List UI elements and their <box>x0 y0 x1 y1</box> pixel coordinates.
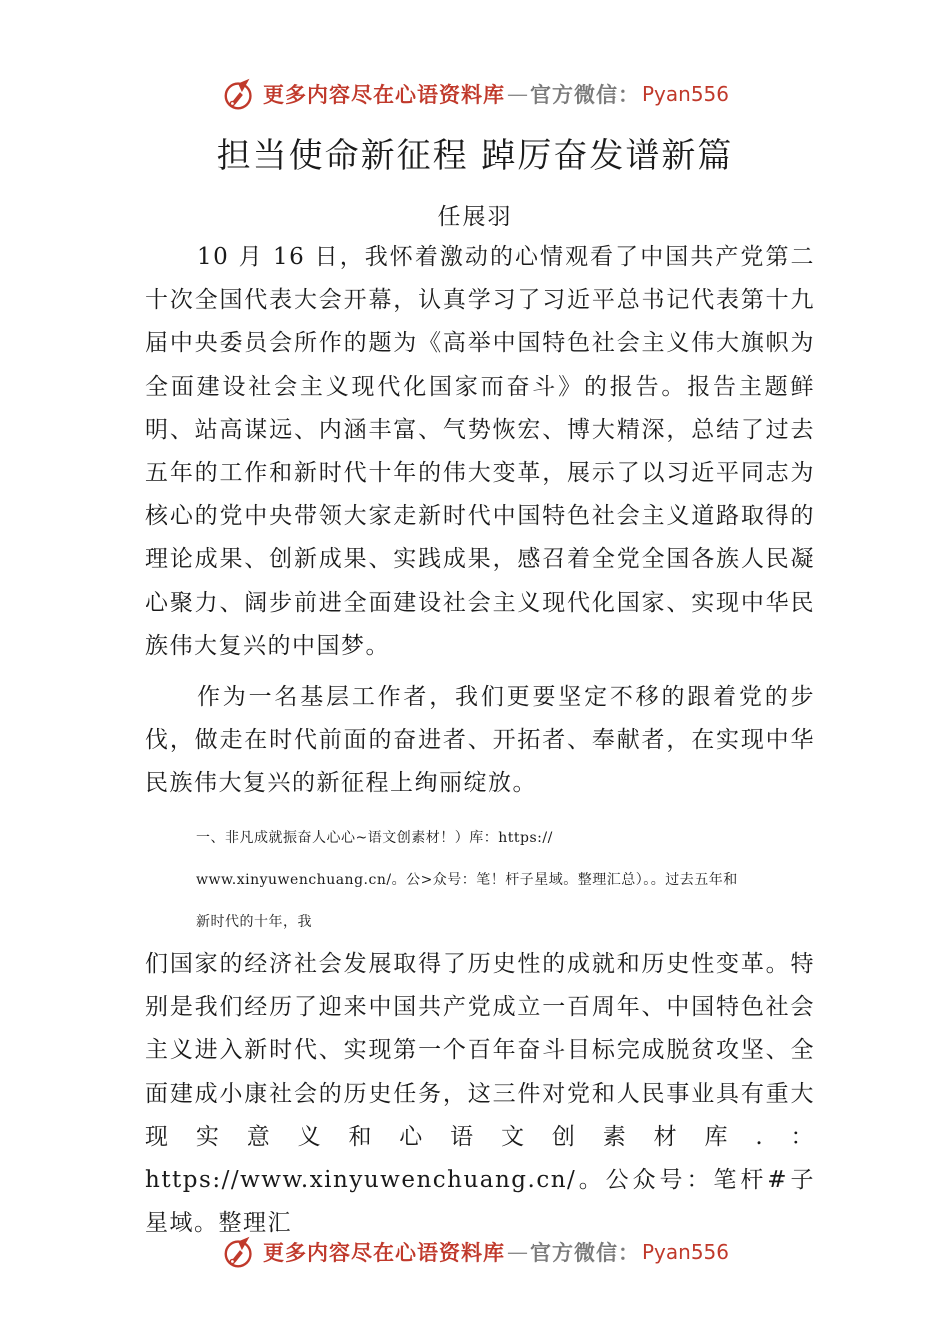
small-print-line-3: 新时代的十年，我 <box>196 914 312 930</box>
pen-logo-icon <box>221 75 259 113</box>
banner-dash: — <box>506 1240 528 1264</box>
document-title: 担当使命新征程 踔厉奋发谱新篇 <box>216 136 734 176</box>
pen-logo-icon <box>221 1233 259 1271</box>
banner-official-label: 官方微信： <box>529 82 640 107</box>
paragraph-4: 们国家的经济社会发展取得了历史性的成就和历史性变革。特别是我们经历了迎来中国共产党成立一百周年、中国特色社会主义进入新时代、实现第一个百年奋斗目标完成脱贫攻坚、全面建成小康社会的历史任务，这三件对党和人民事业具有重大现实意义和心语文创素材库.：https://www.xinyuwenchuang.cn/。公众号：笔杆#子星域。整理汇 <box>145 951 815 1237</box>
header-banner <box>0 72 950 116</box>
banner-dash: — <box>506 82 528 106</box>
banner-brand-text: 更多内容尽在心语资料库 <box>262 82 505 107</box>
document-author: 任展羽 <box>437 204 513 230</box>
banner-official-label: 官方微信： <box>529 1240 640 1265</box>
footer-banner <box>0 1230 950 1274</box>
banner-brand-text: 更多内容尽在心语资料库 <box>262 1240 505 1265</box>
small-print-line-2: www.xinyuwenchuang.cn/。公>众号：笔！杆子星域。整理汇总）。。过去五年和 <box>196 872 738 888</box>
small-print-block <box>196 817 826 943</box>
paragraph-1: 10 月 16 日，我怀着激动的心情观看了中国共产党第二十次全国代表大会开幕，认真学习了习近平总书记代表第十九届中央委员会所作的题为《高举中国特色社会主义伟大旗帜为全面建设社会主义现代化国家而奋斗》的报告。报告主题鲜明、站高谋远、内涵丰富、气势恢宏、博大精深，总结了过去五年的工作和新时代十年的伟大变革，展示了以习近平同志为核心的党中央带领大家走新时代中国特色社会主义道路取得的理论成果、创新成果、实践成果，感召着全党全国各族人民凝心聚力、阔步前进全面建设社会主义现代化国家、实现中华民族伟大复兴的中国梦。 <box>145 244 815 659</box>
banner-wechat-id: Pyan556 <box>641 82 729 106</box>
paragraph-2: 作为一名基层工作者，我们更要坚定不移的跟着党的步伐，做走在时代前面的奋进者、开拓者、奉献者，在实现中华民族伟大复兴的新征程上绚丽绽放。 <box>145 684 815 797</box>
small-print-line-1: 一、非凡成就振奋人心心~语文创素材！）库：https:// <box>196 830 553 846</box>
banner-wechat-id: Pyan556 <box>641 1240 729 1264</box>
